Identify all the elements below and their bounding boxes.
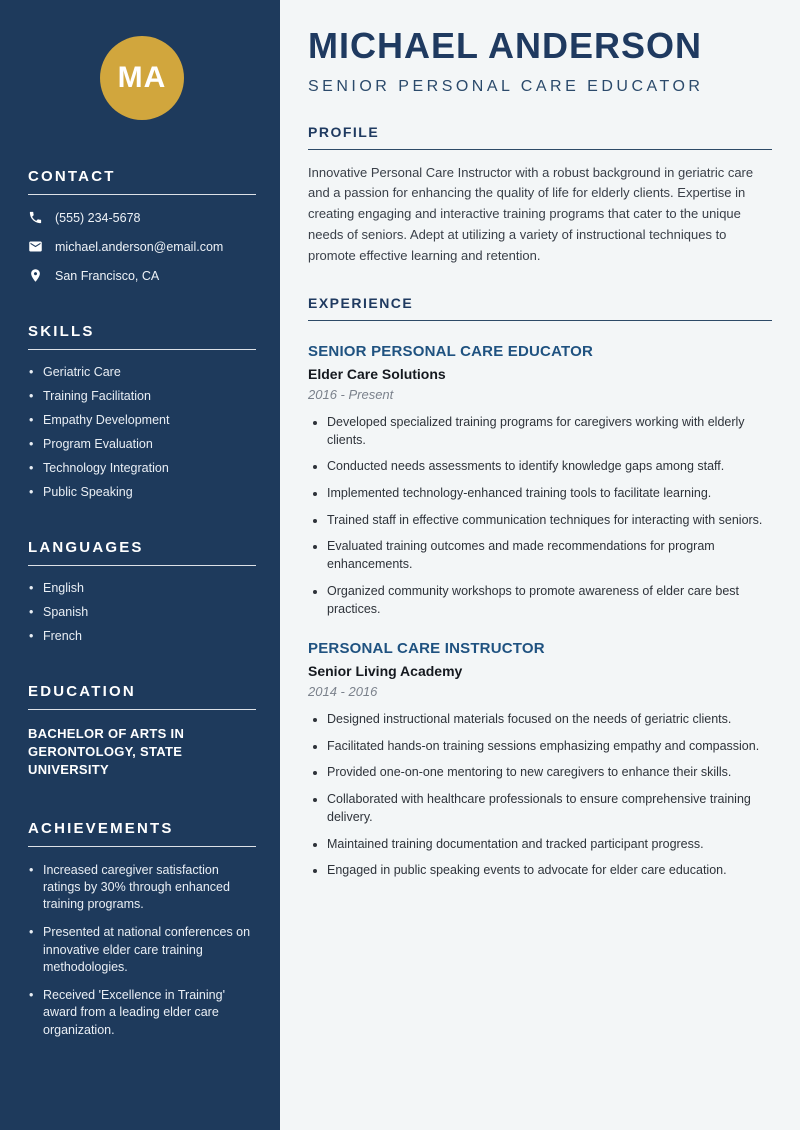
achievements-heading: ACHIEVEMENTS [28, 820, 256, 847]
skill-item: • Public Speaking [28, 485, 256, 499]
profile-heading: PROFILE [308, 124, 772, 150]
skill-item: • Geriatric Care [28, 365, 256, 379]
skills-section [28, 323, 256, 499]
job-bullet-list [308, 413, 772, 619]
avatar-container [28, 36, 256, 120]
skill-item: • Program Evaluation [28, 437, 256, 451]
job-bullet: • Provided one-on-one mentoring to new caregivers to enhance their skills. [327, 763, 772, 781]
experience-job [308, 640, 772, 879]
contact-email: michael.anderson@email.com [55, 239, 224, 254]
education-heading: EDUCATION [28, 683, 256, 710]
skill-item: • Technology Integration [28, 461, 256, 475]
experience-job [308, 343, 772, 619]
person-name: MICHAEL ANDERSON [308, 25, 703, 66]
contact-location: San Francisco, CA [55, 268, 160, 283]
language-item: • English [28, 581, 256, 595]
job-bullet: • Evaluated training outcomes and made recommendations for program enhancements. [327, 537, 772, 573]
main-content [280, 0, 800, 1130]
contact-email-row [28, 239, 256, 254]
job-bullet: • Conducted needs assessments to identify knowledge gaps among staff. [327, 457, 772, 475]
languages-section [28, 539, 256, 643]
contact-phone-row [28, 210, 256, 225]
achievements-section [28, 820, 256, 1039]
job-bullet: • Developed specialized training programs for caregivers working with elderly clients. [327, 413, 772, 449]
job-dates: 2014 - 2016 [308, 684, 378, 700]
contact-heading: CONTACT [28, 168, 256, 195]
contact-location-row [28, 268, 256, 283]
job-bullet: • Facilitated hands-on training sessions emphasizing empathy and compassion. [327, 737, 772, 755]
job-title: SENIOR PERSONAL CARE EDUCATOR [308, 342, 593, 360]
job-company: Senior Living Academy [308, 663, 463, 680]
experience-section [308, 295, 772, 880]
job-bullet: • Implemented technology-enhanced training tools to facilitate learning. [327, 484, 772, 502]
achievement-item: • Presented at national conferences on innovative elder care training methodologies. [28, 924, 256, 976]
job-title: PERSONAL CARE INSTRUCTOR [308, 640, 545, 658]
education-degree: BACHELOR OF ARTS IN GERONTOLOGY, STATE UNIVERSITY [28, 726, 185, 778]
skills-list [28, 365, 256, 499]
profile-section [308, 124, 772, 267]
person-job-title: SENIOR PERSONAL CARE EDUCATOR [308, 77, 704, 95]
achievement-item: • Received 'Excellence in Training' award from a leading elder care organization. [28, 987, 256, 1039]
job-dates: 2016 - Present [308, 386, 394, 402]
profile-text: Innovative Personal Care Instructor with a robust background in geriatric care and a passion for enhancing the quality of life for elderly clients. Expertise in creating engaging and interactive training programs that cater to the unique needs of seniors. Adept at utilizing a variety of instructional techniques to promote effective learning and retention. [308, 164, 754, 263]
phone-icon [28, 210, 43, 225]
job-bullet: • Engaged in public speaking events to advocate for elder care education. [327, 861, 772, 879]
job-bullet: • Collaborated with healthcare professionals to ensure comprehensive training delivery. [327, 790, 772, 826]
email-icon [28, 239, 43, 254]
avatar: MA [100, 36, 184, 120]
language-item: • French [28, 629, 256, 643]
contact-phone: (555) 234-5678 [55, 210, 141, 225]
skills-heading: SKILLS [28, 323, 256, 350]
job-bullet: • Organized community workshops to promote awareness of elder care best practices. [327, 582, 772, 618]
achievement-item: • Increased caregiver satisfaction ratings by 30% through enhanced training programs. [28, 862, 256, 914]
achievements-list [28, 862, 256, 1039]
language-item: • Spanish [28, 605, 256, 619]
job-bullet: • Designed instructional materials focused on the needs of geriatric clients. [327, 710, 772, 728]
education-section [28, 683, 256, 780]
languages-heading: LANGUAGES [28, 539, 256, 566]
experience-heading: EXPERIENCE [308, 295, 772, 321]
skill-item: • Empathy Development [28, 413, 256, 427]
contact-section [28, 168, 256, 283]
sidebar [0, 0, 280, 1130]
skill-item: • Training Facilitation [28, 389, 256, 403]
job-company: Elder Care Solutions [308, 365, 446, 382]
languages-list [28, 581, 256, 643]
job-bullet: • Trained staff in effective communication techniques for interacting with seniors. [327, 511, 772, 529]
job-bullet-list [308, 710, 772, 879]
location-icon [28, 268, 43, 283]
job-bullet: • Maintained training documentation and tracked participant progress. [327, 835, 772, 853]
